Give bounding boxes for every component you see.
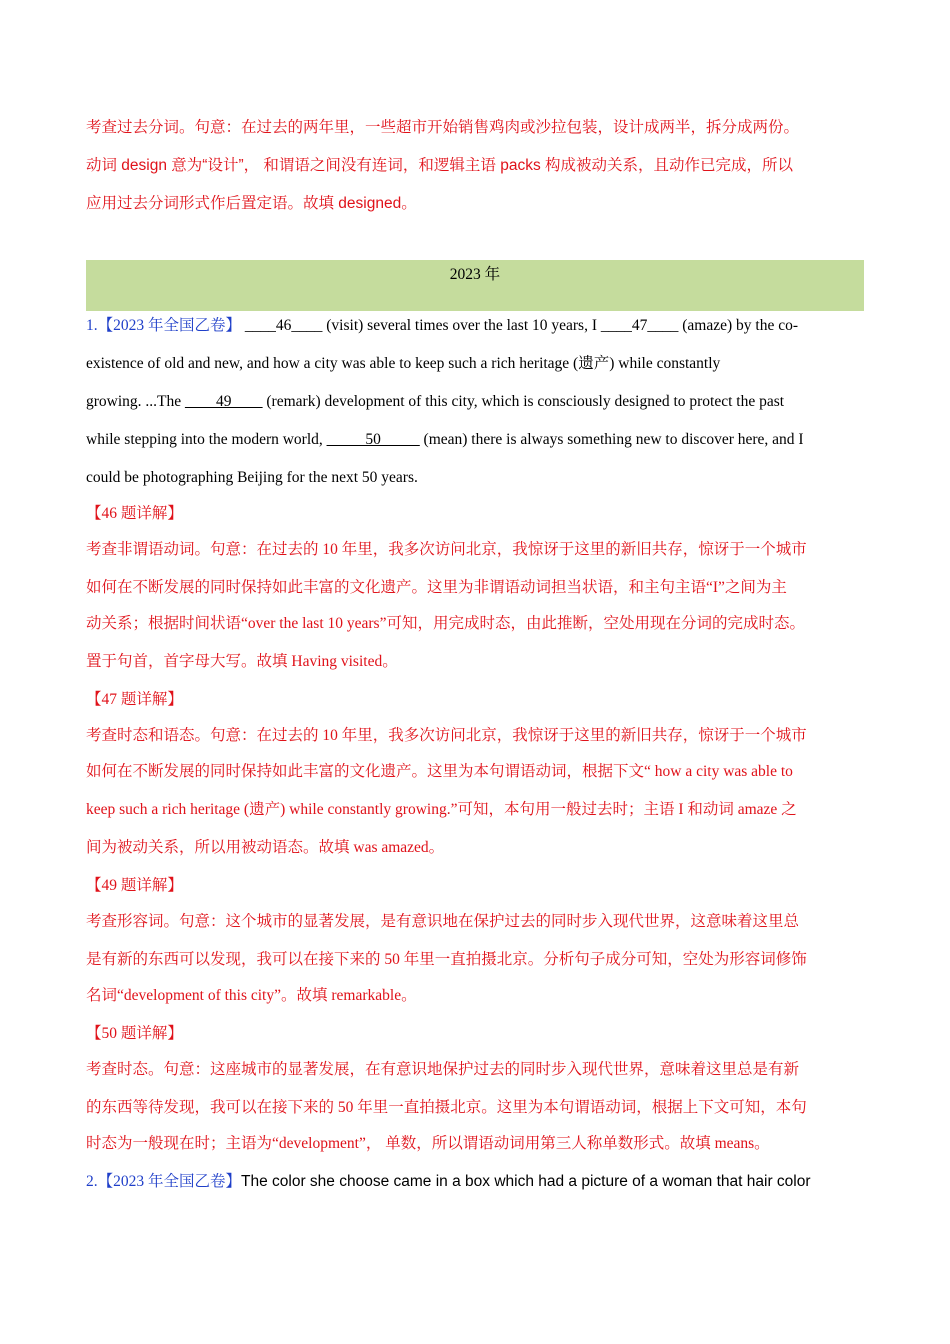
- question-line: [86, 316, 798, 336]
- question-number: 2.: [86, 1173, 98, 1190]
- question-line: [86, 430, 804, 450]
- detail-line: 是有新的东西可以发现，我可以在接下来的 50 年里一直拍摄北京。分析句子成分可知，空处为形容词修饰: [86, 951, 807, 968]
- detail-line: 动关系；根据时间状语“over the last 10 years”可知，用完成时态，由此推断，空处用现在分词的完成时态。: [86, 615, 805, 632]
- detail-line: 名词“development of this city”。故填 remarkable。: [86, 987, 417, 1004]
- question-text: (mean) there is always something new to discover here, and I: [419, 431, 804, 448]
- question-line: could be photographing Beijing for the next 50 years.: [86, 469, 418, 486]
- explanation-line: 应用过去分词形式作后置定语。故填 designed。: [86, 195, 417, 212]
- blank-50: _____50_____: [326, 431, 420, 448]
- detail-line: 置于句首，首字母大写。故填 Having visited。: [86, 653, 398, 670]
- question-text: growing. ...The: [86, 393, 186, 410]
- question-source: 【2023 年全国乙卷】: [97, 317, 242, 334]
- detail-line: 考查形容词。句意：这个城市的显著发展，是有意识地在保护过去的同时步入现代世界，这意味着这里总: [86, 913, 800, 930]
- question-line: existence of old and new, and how a city was able to keep such a rich heritage (遗产) while constantly: [86, 355, 721, 372]
- detail-line: 考查时态和语态。句意：在过去的 10 年里，我多次访问北京，我惊讶于这里的新旧共存，惊讶于一个城市: [86, 727, 807, 744]
- detail-line: 间为被动关系，所以用被动语态。故填 was amazed。: [86, 839, 445, 856]
- explanation-line: 动词 design 意为“设计”， 和谓语之间没有连词，和逻辑主语 packs 构成被动关系，且动作已完成，所以: [86, 157, 794, 174]
- question-text: (remark) development of this city, which is consciously designed to protect the past: [262, 393, 785, 410]
- detail-line: 考查时态。句意：这座城市的显著发展，在有意识地保护过去的同时步入现代世界，意味着这里总是有新: [86, 1061, 800, 1078]
- question-source: 【2023 年全国乙卷】: [97, 1173, 242, 1190]
- section-header: [86, 260, 864, 311]
- detail-heading-49: 【49 题详解】: [86, 877, 183, 894]
- detail-line: 考查非谓语动词。句意：在过去的 10 年里，我多次访问北京，我惊讶于这里的新旧共存，惊讶于一个城市: [86, 541, 807, 558]
- explanation-line: 考查过去分词。句意：在过去的两年里，一些超市开始销售鸡肉或沙拉包装，设计成两半，拆分成两份。: [86, 119, 800, 136]
- detail-line: 如何在不断发展的同时保持如此丰富的文化遗产。这里为非谓语动词担当状语，和主句主语“I”之间为主: [86, 579, 787, 596]
- section-header-label: 2023 年: [449, 266, 501, 283]
- detail-heading-47: 【47 题详解】: [86, 691, 183, 708]
- blank-49: ____49____: [185, 393, 263, 410]
- question-2: [86, 1172, 811, 1192]
- detail-line: keep such a rich heritage (遗产) while constantly growing.”可知，本句用一般过去时；主语 I 和动词 amaze 之: [86, 801, 797, 818]
- detail-line: 如何在不断发展的同时保持如此丰富的文化遗产。这里为本句谓语动词，根据下文“ how a city was able to: [86, 763, 793, 780]
- question-line: [86, 392, 784, 412]
- detail-heading-50: 【50 题详解】: [86, 1025, 183, 1042]
- detail-heading-46: 【46 题详解】: [86, 505, 183, 522]
- question-text: ____46____ (visit) several times over the last 10 years, I ____47____ (amaze) by the co-: [241, 317, 799, 334]
- question-text: while stepping into the modern world,: [86, 431, 327, 448]
- question-text: The color she choose came in a box which had a picture of a woman that hair color: [241, 1173, 811, 1190]
- question-number: 1.: [86, 317, 98, 334]
- detail-line: 时态为一般现在时；主语为“development”， 单数，所以谓语动词用第三人称单数形式。故填 means。: [86, 1135, 770, 1152]
- detail-line: 的东西等待发现，我可以在接下来的 50 年里一直拍摄北京。这里为本句谓语动词，根据上下文可知，本句: [86, 1099, 807, 1116]
